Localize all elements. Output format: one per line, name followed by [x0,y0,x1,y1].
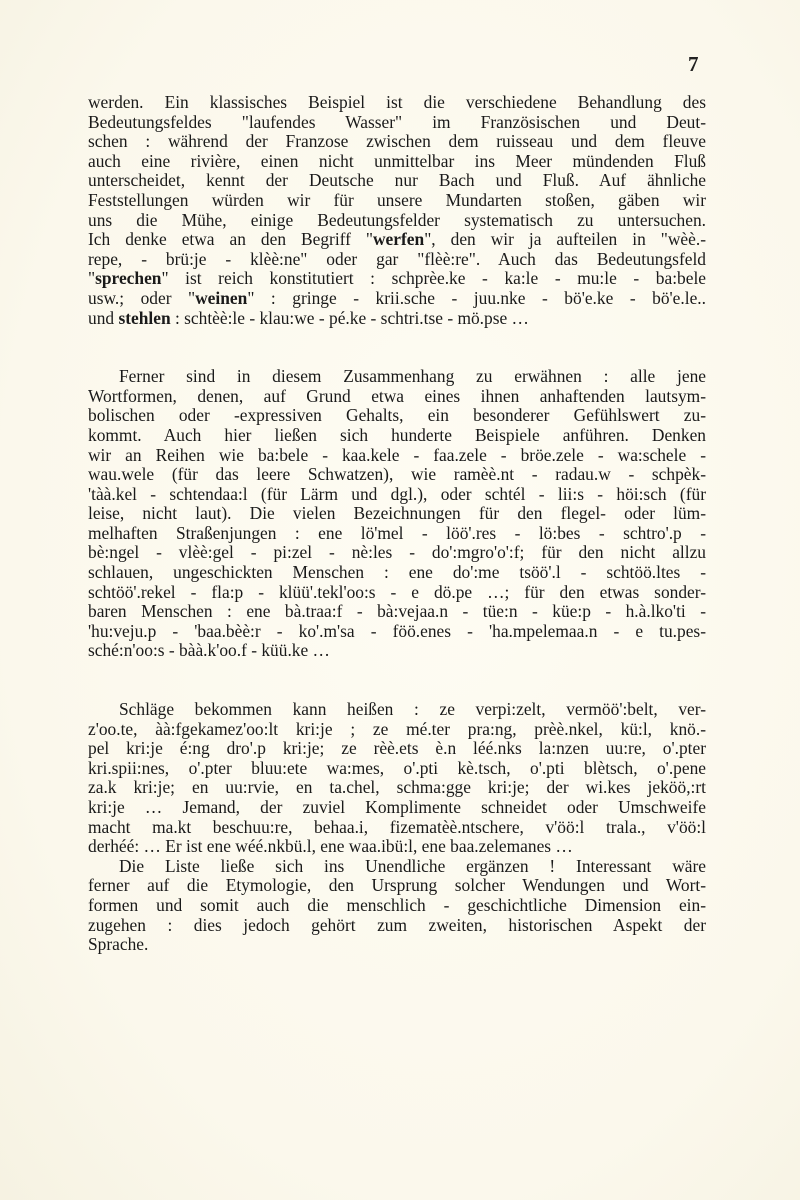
text-line: melhaften Straßenjungen : ene lö'mel - löö'.res - lö:bes - schtro'.p - [88,522,706,543]
text-line: bè:ngel - vlèè:gel - pi:zel - nè:les - do':mgro'o':f; für den nicht allzu [88,542,706,563]
text-line: kri:je … Jemand, der zuviel Komplimente schneidet oder Umschweife [88,797,706,817]
text-line: schtöö'.rekel - fla:p - klüü'.tekl'oo:s - e dö.pe …; für den etwas sonder- [88,581,706,602]
text-line: und stehlen : schtèè:le - klau:we - pé.ke - schtri.tse - mö.pse … [88,307,529,328]
text-line: schen : während der Franzose zwischen dem ruisseau und dem fleuve [88,131,706,152]
text-line: Schläge bekommen kann heißen : ze verpi:zelt, vermöö':belt, ver- [119,699,706,720]
text-line: auch eine rivière, einen nicht unmittelbar ins Meer mündenden Fluß [88,150,706,171]
paragraph [88,367,706,661]
text-line: wau.wele (für das leere Schwatzen), wie ramèè.nt - radau.w - schpèk- [88,464,706,485]
text-line: Die Liste ließe sich ins Unendliche ergänzen ! Interessant wäre [119,855,706,876]
paragraph [88,700,706,857]
text-line: pel kri:je é:ng dro'.p kri:je; ze rèè.ets è.n léé.nks la:nzen uu:re, o'.pter [88,738,706,759]
paragraph [88,93,706,328]
text-line: zugehen : dies jedoch gehört zum zweiten, historischen Aspekt der [88,914,706,935]
body-text [88,93,706,955]
text-line: Bedeutungsfeldes "laufendes Wasser" im Französischen und Deut- [88,111,706,132]
text-line: formen und somit auch die menschlich - geschichtliche Dimension ein- [88,894,706,915]
text-line: unterscheidet, kennt der Deutsche nur Bach und Fluß. Auf ähnliche [88,170,706,191]
text-line: baren Menschen : ene bà.traa:f - bà:vejaa.n - tüe:n - küe:p - h.à.lko'ti - [88,601,706,622]
text-line: bolischen oder -expressiven Gehalts, ein besonderer Gefühlswert zu- [88,405,706,426]
paragraph [88,857,706,955]
text-line: kri.spii:nes, o'.pter bluu:ete wa:mes, o'.pti kè.tsch, o'.pti blètsch, o'.pene [88,757,706,778]
text-line: ferner auf die Etymologie, den Ursprung solcher Wendungen und Wort- [88,875,706,896]
text-line: uns die Mühe, einige Bedeutungsfelder systematisch zu untersuchen. [88,209,706,230]
text-line: werden. Ein klassisches Beispiel ist die verschiedene Behandlung des [88,92,706,112]
text-line: kommt. Auch hier ließen sich hunderte Beispiele anführen. Denken [88,424,706,445]
text-line: leise, nicht laut). Die vielen Bezeichnungen für den flegel- oder lüm- [88,503,706,524]
text-line: za.k kri:je; en uu:rvie, en ta.chel, schma:gge kri:je; der wi.kes jeköö,:rt [88,777,706,798]
text-line: "sprechen" ist reich konstitutiert : schprèe.ke - ka:le - mu:le - ba:bele [88,268,706,289]
text-line: 'hu:veju.p - 'baa.bèè:r - ko'.m'sa - föö.enes - 'ha.mpelemaa.n - e tu.pes- [88,620,706,641]
text-line: Sprache. [88,934,149,955]
text-line: sché:n'oo:s - bàà.k'oo.f - küü.ke … [88,640,330,661]
text-line: Ich denke etwa an den Begriff "werfen", den wir ja aufteilen in "wèè.- [88,229,706,250]
text-line: derhéé: … Er ist ene wéé.nkbü.l, ene waa.ibü:l, ene baa.zelemanes … [88,836,573,857]
text-line: repe, - brü:je - klèè:ne" oder gar "flèè:re". Auch das Bedeutungsfeld [88,248,706,269]
text-line: Wortformen, denen, auf Grund etwa eines ihnen anhaftenden lautsym- [88,385,706,406]
text-line: macht ma.kt beschuu:re, behaa.i, fizematèè.ntschere, v'öö:l trala., v'öö:l [88,816,706,837]
text-line: Ferner sind in diesem Zusammenhang zu erwähnen : alle jene [119,366,706,387]
text-line: Feststellungen würden wir für unsere Mundarten stoßen, gäben wir [88,189,706,210]
text-line: usw.; oder "weinen" : gringe - krii.sche - juu.nke - bö'e.ke - bö'e.le.. [88,287,706,308]
text-line: wir an Reihen wie ba:bele - kaa.kele - faa.zele - bröe.zele - wa:schele - [88,444,706,465]
page-number: 7 [688,52,699,76]
text-line: z'oo.te, àà:fgekamez'oo:lt kri:je ; ze mé.ter pra:ng, prèè.nkel, kü:l, knö.- [88,718,706,739]
text-line: schlauen, ungeschickten Menschen : ene do':me tsöö'.l - schtöö.ltes - [88,562,706,583]
text-line: 'tàà.kel - schtendaa:l (für Lärm und dgl.), oder schtél - lii:s - höi:sch (für [88,483,706,504]
